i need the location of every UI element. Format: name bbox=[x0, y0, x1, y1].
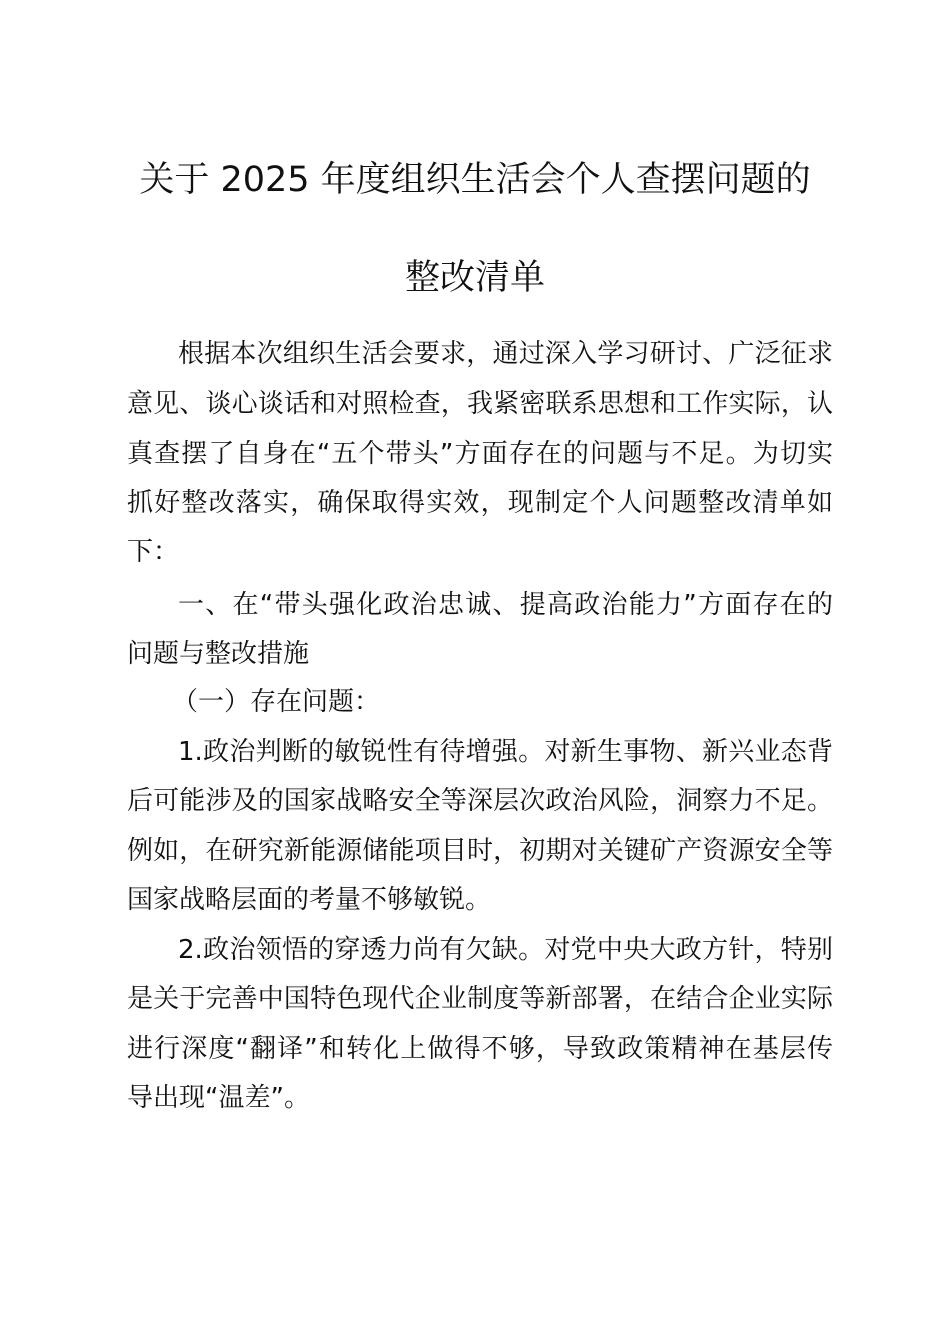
item-2-line-2: 是关于完善中国特色现代企业制度等新部署，在结合企业实际 bbox=[127, 984, 833, 1014]
item-1-line-2: 后可能涉及的国家战略安全等深层次政治风险，洞察力不足。 bbox=[127, 786, 833, 816]
intro-line-5: 下： bbox=[127, 537, 180, 567]
item-2-line-1: 2.政治领悟的穿透力尚有欠缺。对党中央大政方针，特别 bbox=[178, 935, 833, 965]
section-1-subheading: （一）存在问题： bbox=[172, 687, 381, 717]
intro-line-4: 抓好整改落实，确保取得实效，现制定个人问题整改清单如 bbox=[127, 488, 833, 518]
intro-line-1: 根据本次组织生活会要求，通过深入学习研讨、广泛征求 bbox=[178, 339, 833, 369]
item-1-line-4: 国家战略层面的考量不够敏锐。 bbox=[127, 885, 492, 915]
intro-line-2: 意见、谈心谈话和对照检查，我紧密联系思想和工作实际，认 bbox=[127, 389, 833, 419]
item-1-line-3: 例如，在研究新能源储能项目时，初期对关键矿产资源安全等 bbox=[127, 836, 833, 866]
item-1-line-1: 1.政治判断的敏锐性有待增强。对新生事物、新兴业态背 bbox=[178, 737, 833, 767]
intro-line-3: 真查摆了自身在“五个带头”方面存在的问题与不足。为切实 bbox=[127, 439, 833, 469]
section-1-heading-line-1: 一、在“带头强化政治忠诚、提高政治能力”方面存在的 bbox=[178, 590, 833, 620]
document-title-line-1: 关于 2025 年度组织生活会个人查摆问题的 bbox=[139, 160, 811, 200]
item-2-line-4: 导出现“温差”。 bbox=[127, 1083, 310, 1113]
item-2-line-3: 进行深度“翻译”和转化上做得不够，导致政策精神在基层传 bbox=[127, 1034, 833, 1064]
section-1-heading-line-2: 问题与整改措施 bbox=[127, 639, 310, 669]
document-title-line-2: 整改清单 bbox=[404, 258, 545, 298]
